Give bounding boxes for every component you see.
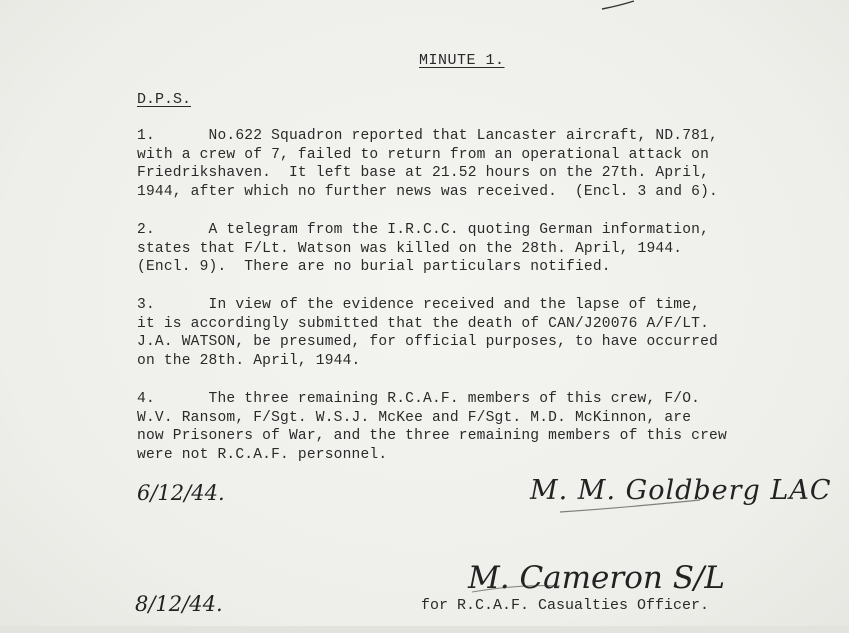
corner-pen-mark <box>600 0 640 12</box>
paragraph-1: 1. No.622 Squadron reported that Lancaster aircraft, ND.781, with a crew of 7, failed to return from an operational attack on Friedrikshaven. It left base at 21.52 hours on the 27th. April, 1944, after which no further news was received. (Encl. 3 and 6). <box>137 128 718 200</box>
addressee: D.P.S. <box>137 91 192 108</box>
handwritten-date-2: 8/12/44. <box>135 592 223 616</box>
handwritten-date-1: 6/12/44. <box>137 481 225 505</box>
officer-line: for R.C.A.F. Casualties Officer. <box>421 597 710 614</box>
document-title: MINUTE 1. <box>419 52 505 69</box>
paragraph-4: 4. The three remaining R.C.A.F. members of this crew, F/O. W.V. Ransom, F/Sgt. W.S.J. McKee and F/Sgt. M.D. McKinnon, are now Prisoners of War, and the three remaining members of this crew were not R.C.A.F. personnel. <box>137 391 727 463</box>
scan-bottom-edge <box>0 626 849 633</box>
handwritten-signature-2: M. Cameron S/L <box>468 560 725 596</box>
handwritten-signature-1: M. M. Goldberg LAC <box>530 475 832 506</box>
paragraph-3: 3. In view of the evidence received and the lapse of time, it is accordingly submitted that the death of CAN/J20076 A/F/LT. J.A. WATSON, be presumed, for official purposes, to have occurred on the 28th. April, 1944. <box>137 297 718 369</box>
paragraph-2: 2. A telegram from the I.R.C.C. quoting German information, states that F/Lt. Watson was killed on the 28th. April, 1944. (Encl. 9). There are no burial particulars notified. <box>137 222 710 276</box>
